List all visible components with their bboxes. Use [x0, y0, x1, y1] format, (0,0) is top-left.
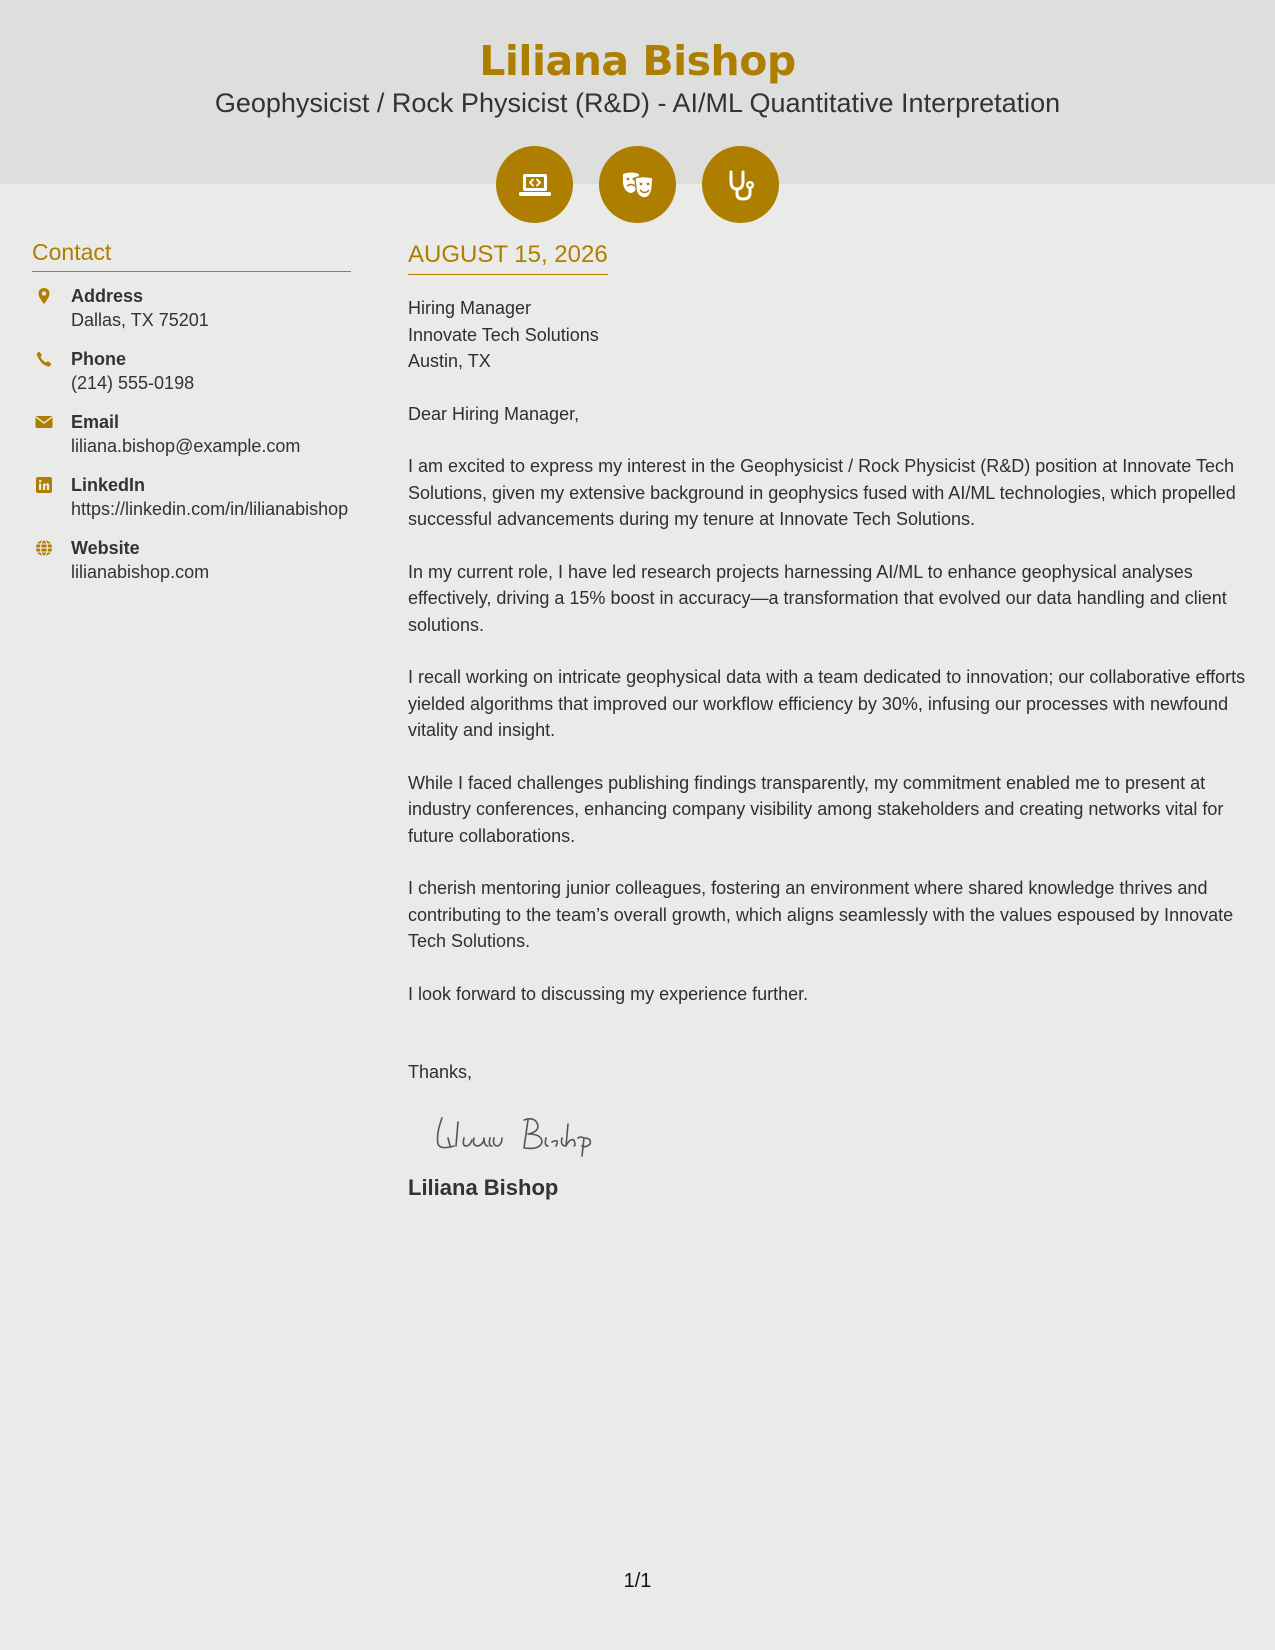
applicant-name: Liliana Bishop: [479, 37, 796, 85]
paragraph: I look forward to discussing my experience further.: [408, 983, 809, 1004]
salutation: Dear Hiring Manager,: [408, 403, 580, 424]
address-value: Dallas, TX 75201: [71, 310, 209, 330]
paragraph: While I faced challenges publishing findings transparently, my commitment enabled me to present at industry conferences, enhancing company visibility among stakeholders and creating networks vital for future collaborations.: [408, 772, 1224, 846]
address-label: Address: [71, 286, 144, 306]
map-marker-icon: [35, 287, 53, 305]
phone-label: Phone: [71, 349, 127, 369]
laptop-code-icon: [496, 146, 573, 223]
envelope-icon: [35, 413, 53, 431]
contact-sidebar: [32, 238, 351, 599]
email-label: Email: [71, 412, 120, 432]
closing: Thanks,: [408, 1062, 473, 1082]
letter-body: [408, 238, 1248, 1202]
paragraph: I am excited to express my interest in the Geophysicist / Rock Physicist (R&D) position at Innovate Tech Solutions, given my extensive background in geophysics fused with AI/ML technologies, which propelled successful advancements during my tenure at Innovate Tech Solutions.: [408, 456, 1236, 529]
paragraph: In my current role, I have led research projects harnessing AI/ML to enhance geophysical analyses effectively, driving a 15% boost in accuracy—a transformation that evolved our data handling and client solutions.: [408, 561, 1227, 635]
contact-heading: Contact: [32, 238, 351, 272]
linkedin-value[interactable]: https://linkedin.com/in/lilianabishop: [71, 499, 349, 519]
handwritten-signature: [428, 1108, 658, 1158]
phone-value: (214) 555-0198: [71, 373, 195, 393]
email-value[interactable]: liliana.bishop@example.com: [71, 436, 301, 456]
letter-date: AUGUST 15, 2026: [408, 238, 608, 275]
linkedin-icon: [35, 476, 53, 494]
contact-address: [32, 284, 351, 333]
phone-icon: [35, 350, 53, 368]
globe-icon: [35, 539, 53, 557]
recipient-name: Hiring Manager: [408, 298, 532, 318]
recipient-block: [408, 295, 1248, 375]
job-title: Geophysicist / Rock Physicist (R&D) - AI/ML Quantitative Interpretation: [214, 88, 1061, 118]
website-label: Website: [71, 538, 140, 558]
recipient-company: Innovate Tech Solutions: [408, 324, 599, 345]
theater-masks-icon: [599, 146, 676, 223]
signer-name: Liliana Bishop: [408, 1174, 559, 1200]
recipient-location: Austin, TX: [408, 351, 491, 371]
paragraph: I recall working on intricate geophysical data with a team dedicated to innovation; our collaborative efforts yielded algorithms that improved our workflow efficiency by 30%, infusing our processes with newfound vitality and insight.: [408, 667, 1246, 740]
paragraph: I cherish mentoring junior colleagues, fostering an environment where shared knowledge thrives and contributing to the team’s overall growth, which aligns seamlessly with the values espoused by Innovate Tech Solutions.: [408, 878, 1234, 951]
contact-email: [32, 410, 351, 459]
website-value[interactable]: lilianabishop.com: [71, 562, 210, 582]
linkedin-label: LinkedIn: [71, 475, 146, 495]
contact-linkedin: [32, 473, 351, 522]
page-number: 1/1: [623, 1570, 652, 1592]
stethoscope-icon: [702, 146, 779, 223]
contact-website: [32, 536, 351, 585]
contact-phone: [32, 347, 351, 396]
